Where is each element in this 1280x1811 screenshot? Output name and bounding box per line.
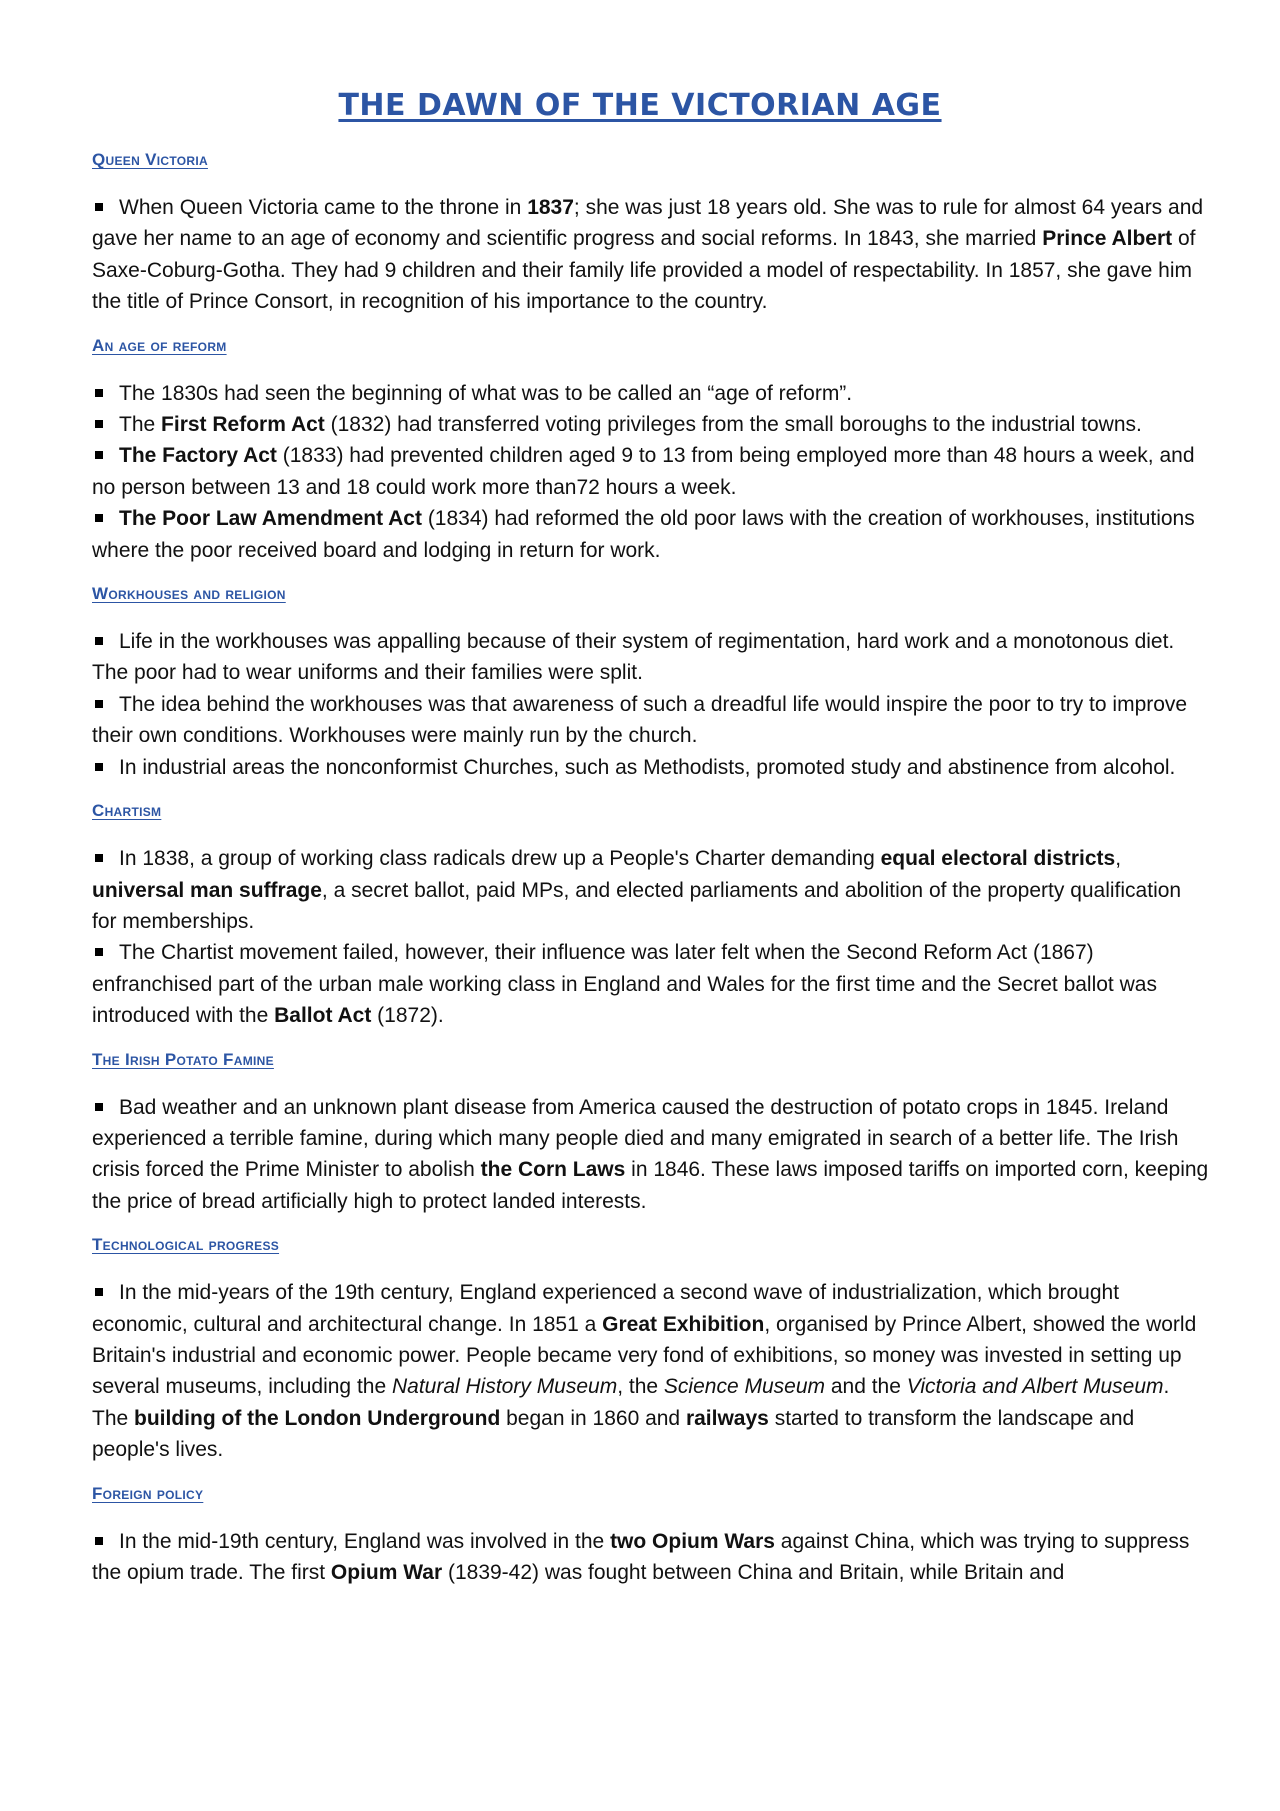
bullet-paragraph (92, 752, 1210, 783)
text-run: In the mid-years of the 19th century, England experienced a second wave of industrialization, which brought economic, cultural and architectural change. In 1851 a (92, 1281, 1120, 1336)
bold-text: the Corn Laws (480, 1158, 626, 1182)
text-run: against China, which was trying to suppress the opium trade. The first (92, 1529, 1190, 1584)
section (92, 584, 1210, 783)
bullet-paragraph (92, 1277, 1210, 1465)
bold-text: railways (685, 1406, 769, 1430)
bold-text: equal electoral districts (880, 847, 1116, 871)
text-run: (1872). (371, 1004, 444, 1028)
section-heading: Technological progress (92, 1235, 280, 1255)
italic-text: Victoria and Albert Museum (906, 1375, 1164, 1399)
section (92, 801, 1210, 1031)
text-run: in 1846. These laws imposed tariffs on imported corn, keeping the price of bread artificially high to protect landed interests. (92, 1158, 1209, 1213)
square-bullet-icon (95, 1288, 103, 1296)
section-heading: Chartism (92, 801, 162, 821)
bold-text: two Opium Wars (610, 1529, 775, 1553)
italic-text: Natural History Museum (391, 1375, 618, 1399)
bullet-paragraph (92, 626, 1210, 689)
bullet-paragraph (92, 689, 1210, 752)
text-run: began in 1860 and (500, 1406, 686, 1430)
text-run: The Chartist movement failed, however, their influence was later felt when the Second Reform Act (1867) enfranchised part of the urban male working class in England and Wales for the first time and the Secret ballot was introduced with the (92, 941, 1157, 1028)
text-run: (1839-42) was fought between China and Britain, while Britain and (442, 1561, 1065, 1584)
text-run: , organised by Prince Albert, showed the world Britain's industrial and economic power. People became very fond of exhibitions, so money was invested in setting up several museums, including the (92, 1312, 1197, 1399)
bold-text: 1837 (527, 196, 574, 219)
bold-text: The Factory Act (119, 444, 277, 468)
text-run: started to transform the landscape and people's lives. (92, 1406, 1135, 1462)
text-run: . The (92, 1375, 1170, 1430)
text-run: In 1838, a group of working class radicals drew up a People's Charter demanding (119, 847, 881, 871)
section (92, 1050, 1210, 1218)
bullet-paragraph (92, 440, 1210, 503)
section-heading: Queen Victoria (92, 150, 208, 169)
square-bullet-icon (95, 420, 103, 428)
text-run: , the (617, 1375, 664, 1399)
section (92, 1484, 1210, 1589)
text-run: The 1830s had seen the beginning of what was to be called an “age of reform”. (119, 381, 853, 405)
bullet-paragraph (92, 1092, 1210, 1218)
bold-text: Prince Albert (1042, 227, 1173, 251)
square-bullet-icon (95, 1537, 103, 1545)
bullet-paragraph (92, 503, 1210, 566)
bullet-paragraph (92, 1526, 1210, 1589)
text-run: (1833) had prevented children aged 9 to 13 from being employed more than 48 hours a week, and no person between 13 and 18 could work more than72 hours a week. (92, 444, 1195, 499)
square-bullet-icon (95, 700, 103, 708)
text-run: and the (825, 1375, 907, 1399)
bullet-paragraph (92, 843, 1210, 937)
text-run: The (119, 413, 162, 437)
text-run: (1832) had transferred voting privileges from the small boroughs to the industrial towns. (324, 413, 1142, 437)
bullet-paragraph (92, 192, 1210, 318)
bold-text: The Poor Law Amendment Act (119, 507, 422, 531)
section (92, 1235, 1210, 1465)
text-run: The idea behind the workhouses was that awareness of such a dreadful life would inspire the poor to try to improve their own conditions. Workhouses were mainly run by the church. (92, 692, 1188, 748)
text-run: , (1115, 847, 1122, 871)
square-bullet-icon (95, 514, 103, 522)
text-run: Bad weather and an unknown plant disease from America caused the destruction of potato crops in 1845. Ireland experienced a terrible famine, during which many people died and many emigrated in search of a better life. The Irish crisis forced the Prime Minister to abolish (92, 1095, 1179, 1182)
text-run: Life in the workhouses was appalling because of their system of regimentation, hard work and a monotonous diet. The poor had to wear uniforms and their families were split. (92, 630, 1175, 685)
bold-text: building of the London Underground (134, 1406, 501, 1430)
text-run: In industrial areas the nonconformist Churches, such as Methodists, promoted study and abstinence from alcohol. (119, 755, 1176, 779)
square-bullet-icon (95, 451, 103, 459)
bold-text: Ballot Act (274, 1004, 372, 1028)
italic-text: Science Museum (663, 1375, 825, 1399)
document-body (92, 150, 1210, 1606)
square-bullet-icon (95, 854, 103, 862)
page-title: THE DAWN OF THE VICTORIAN AGE (338, 88, 942, 123)
bullet-paragraph (92, 409, 1210, 440)
square-bullet-icon (95, 948, 103, 956)
text-run: ; she was just 18 years old. She was to rule for almost 64 years and gave her name to an age of economy and scientific progress and social reforms. In 1843, she married (92, 196, 1204, 251)
text-run: (1834) had reformed the old poor laws with the creation of workhouses, institutions where the poor received board and lodging in return for work. (92, 507, 1195, 562)
section-heading: Workhouses and religion (92, 584, 286, 604)
square-bullet-icon (95, 637, 103, 645)
section (92, 150, 1210, 318)
text-run: When Queen Victoria came to the throne in (119, 196, 528, 219)
bullet-paragraph (92, 937, 1210, 1031)
text-run: In the mid-19th century, England was involved in the (119, 1529, 611, 1553)
bullet-paragraph (92, 378, 1210, 409)
square-bullet-icon (95, 389, 103, 397)
text-run: of Saxe-Coburg-Gotha. They had 9 children and their family life provided a model of respectability. In 1857, she gave him the title of Prince Consort, in recognition of his importance to the country. (92, 227, 1196, 314)
square-bullet-icon (95, 763, 103, 771)
bold-text: Great Exhibition (602, 1312, 765, 1336)
section-heading: The Irish Potato Famine (92, 1049, 274, 1069)
section (92, 336, 1210, 566)
section-heading: Foreign policy (92, 1483, 204, 1503)
bold-text: Opium War (330, 1561, 443, 1584)
text-run: , a secret ballot, paid MPs, and elected parliaments and abolition of the property qualification for memberships. (92, 878, 1182, 933)
section-heading: An age of reform (92, 335, 227, 355)
square-bullet-icon (95, 203, 103, 211)
square-bullet-icon (95, 1103, 103, 1111)
bold-text: universal man suffrage (92, 878, 322, 902)
bold-text: First Reform Act (161, 413, 325, 437)
